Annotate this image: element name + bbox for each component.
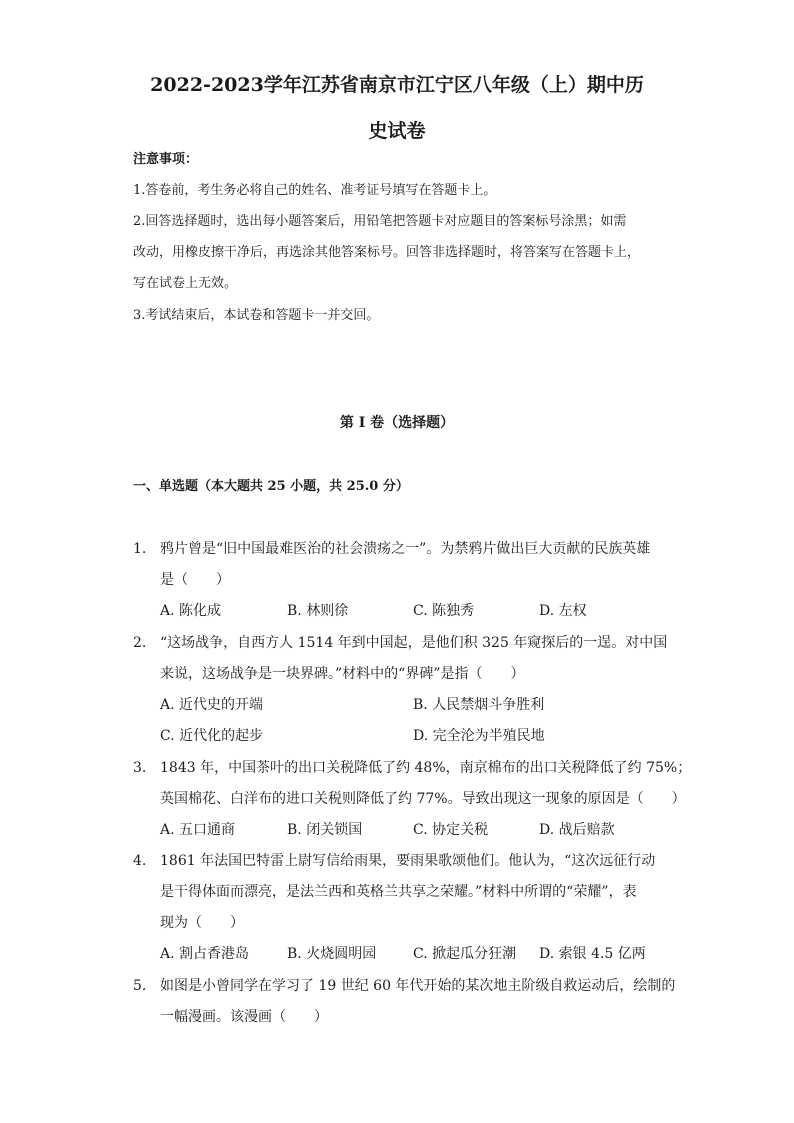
option-d: D. 战后赔款	[539, 822, 615, 838]
option-c: C. 陈独秀	[413, 603, 475, 619]
notice-item-2-line1: 2.回答选择题时，选出每小题答案后，用铅笔把答题卡对应题目的答案标号涂黑；如需	[133, 214, 627, 229]
question-number: 4.	[133, 853, 147, 869]
notice-item-3: 3.考试结束后，本试卷和答题卡一并交回。	[133, 308, 380, 323]
option-d: D. 完全沦为半殖民地	[413, 728, 545, 744]
question-text-line: 鸦片曾是“旧中国最难医治的社会溃疡之一”。为禁鸦片做出巨大贡献的民族英雄	[160, 541, 651, 557]
option-c: C. 协定关税	[413, 822, 489, 838]
question-number: 3.	[133, 760, 147, 776]
option-a: A. 五口通商	[160, 822, 236, 838]
option-a: A. 割占香港岛	[160, 946, 250, 962]
question-text-line: 来说，这场战争是一块界碑。”材料中的“界碑”是指（ ）	[160, 666, 525, 682]
question-number: 2.	[133, 635, 147, 651]
part-title: 一、单选题（本大题共 25 小题，共 25.0 分）	[133, 479, 409, 494]
option-b: B. 火烧圆明园	[287, 946, 377, 962]
option-d: D. 索银 4.5 亿两	[539, 946, 646, 962]
option-c: C. 掀起瓜分狂潮	[413, 946, 517, 962]
question-text-line: 英国棉花、白洋布的进口关税则降低了约 77%。导致出现这一现象的原因是（ ）	[160, 791, 686, 807]
option-a: A. 近代史的开端	[160, 697, 264, 713]
option-a: A. 陈化成	[160, 603, 222, 619]
question-text-line: 是（ ）	[160, 572, 230, 588]
question-text-line: 一幅漫画。该漫画（ ）	[160, 1009, 328, 1025]
option-b: B. 林则徐	[287, 603, 349, 619]
notice-heading: 注意事项：	[133, 152, 199, 167]
question-text-line: 1861 年法国巴特雷上尉写信给雨果，要雨果歌颂他们。他认为，“这次远征行动	[160, 853, 656, 869]
question-text-line: 如图是小曾同学在学习了 19 世纪 60 年代开始的某次地主阶级自救运动后，绘制的	[160, 978, 676, 994]
question-text-line: 1843 年，中国茶叶的出口关税降低了约 48%，南京棉布的出口关税降低了约 75%；	[160, 760, 692, 776]
question-text-line: 现为（ ）	[160, 915, 244, 931]
question-number: 5.	[133, 978, 147, 994]
option-c: C. 近代化的起步	[160, 728, 264, 744]
section-title: 第 I 卷（选择题）	[339, 415, 455, 431]
exam-title-line1: 2022-2023学年江苏省南京市江宁区八年级（上）期中历	[150, 74, 644, 96]
exam-title-line2: 史试卷	[368, 120, 426, 142]
question-text-line: 是干得体面而漂亮，是法兰西和英格兰共享之荣耀。”材料中所谓的“荣耀”，表	[160, 884, 637, 900]
option-b: B. 闭关锁国	[287, 822, 363, 838]
notice-item-1: 1.答卷前，考生务必将自己的姓名、准考证号填写在答题卡上。	[133, 183, 497, 198]
question-number: 1.	[133, 541, 147, 557]
question-text-line: “这场战争，自西方人 1514 年到中国起，是他们积 325 年窥探后的一逞。对中国	[160, 635, 668, 651]
notice-item-2-line2: 改动，用橡皮擦干净后，再选涂其他答案标号。回答非选择题时，将答案写在答题卡上，	[133, 245, 641, 260]
notice-item-2-line3: 写在试卷上无效。	[133, 276, 238, 291]
option-d: D. 左权	[539, 603, 587, 619]
option-b: B. 人民禁烟斗争胜利	[413, 697, 545, 713]
